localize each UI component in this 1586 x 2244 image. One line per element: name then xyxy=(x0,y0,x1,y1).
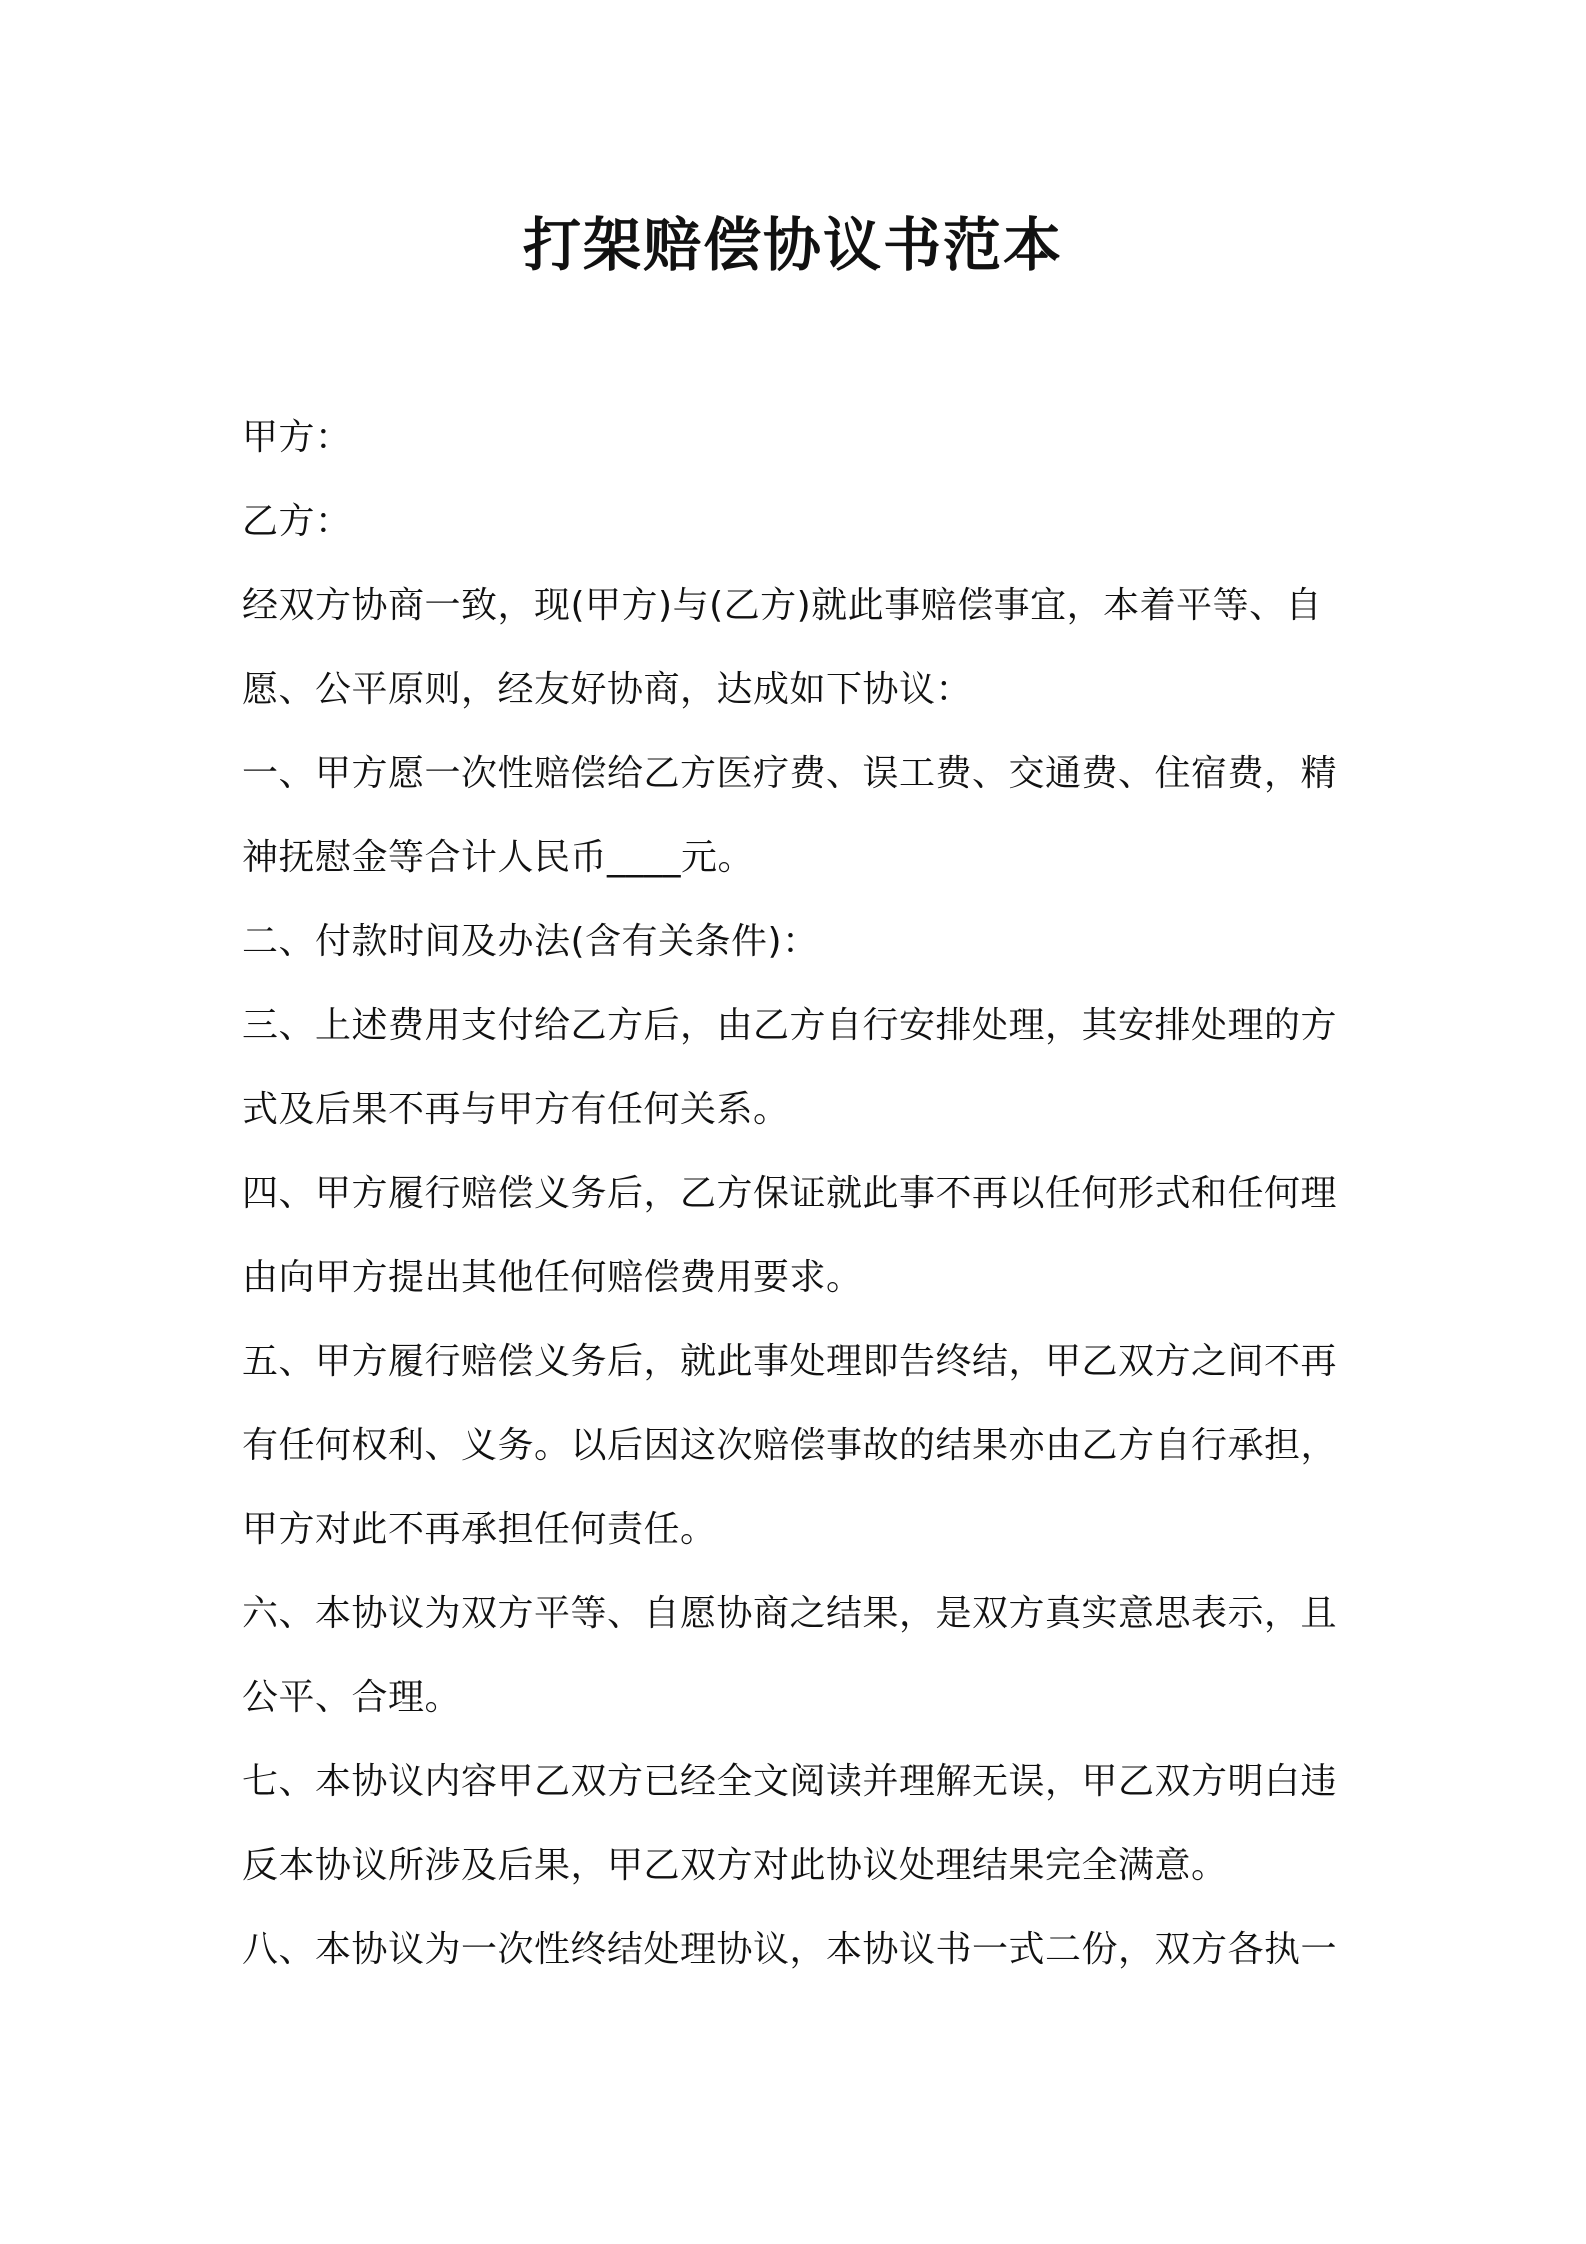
document-body xyxy=(242,396,1362,1992)
preamble-line: 愿、公平原则，经友好协商，达成如下协议： xyxy=(242,669,973,710)
document-title: 打架赔偿协议书范本 xyxy=(522,211,1063,279)
clause-1-line: 神抚慰金等合计人民币____元。 xyxy=(242,837,755,878)
clause-1-line: 一、甲方愿一次性赔偿给乙方医疗费、误工费、交通费、住宿费，精 xyxy=(242,753,1338,794)
clause-3-line: 三、上述费用支付给乙方后，由乙方自行安排处理，其安排处理的方 xyxy=(242,1005,1338,1046)
clause-4-line: 由向甲方提出其他任何赔偿费用要求。 xyxy=(242,1257,863,1298)
clause-5-line: 甲方对此不再承担任何责任。 xyxy=(242,1509,717,1550)
party-a-line: 甲方： xyxy=(242,417,352,458)
clause-2-line: 二、付款时间及办法(含有关条件)： xyxy=(242,921,819,962)
clause-7-line: 反本协议所涉及后果，甲乙双方对此协议处理结果完全满意。 xyxy=(242,1845,1228,1886)
party-b-line: 乙方： xyxy=(242,501,352,542)
clause-4-line: 四、甲方履行赔偿义务后，乙方保证就此事不再以任何形式和任何理 xyxy=(242,1173,1338,1214)
clause-6-line: 六、本协议为双方平等、自愿协商之结果，是双方真实意思表示，且 xyxy=(242,1593,1338,1634)
preamble-line: 经双方协商一致，现(甲方)与(乙方)就此事赔偿事宜，本着平等、自 xyxy=(242,585,1323,626)
clause-5-line: 有任何权利、义务。以后因这次赔偿事故的结果亦由乙方自行承担， xyxy=(242,1425,1338,1466)
clause-3-line: 式及后果不再与甲方有任何关系。 xyxy=(242,1089,790,1130)
clause-7-line: 七、本协议内容甲乙双方已经全文阅读并理解无误，甲乙双方明白违 xyxy=(242,1761,1338,1802)
clause-8-line: 八、本协议为一次性终结处理协议，本协议书一式二份，双方各执一 xyxy=(242,1929,1338,1970)
clause-5-line: 五、甲方履行赔偿义务后，就此事处理即告终结，甲乙双方之间不再 xyxy=(242,1341,1338,1382)
clause-6-line: 公平、合理。 xyxy=(242,1677,462,1718)
